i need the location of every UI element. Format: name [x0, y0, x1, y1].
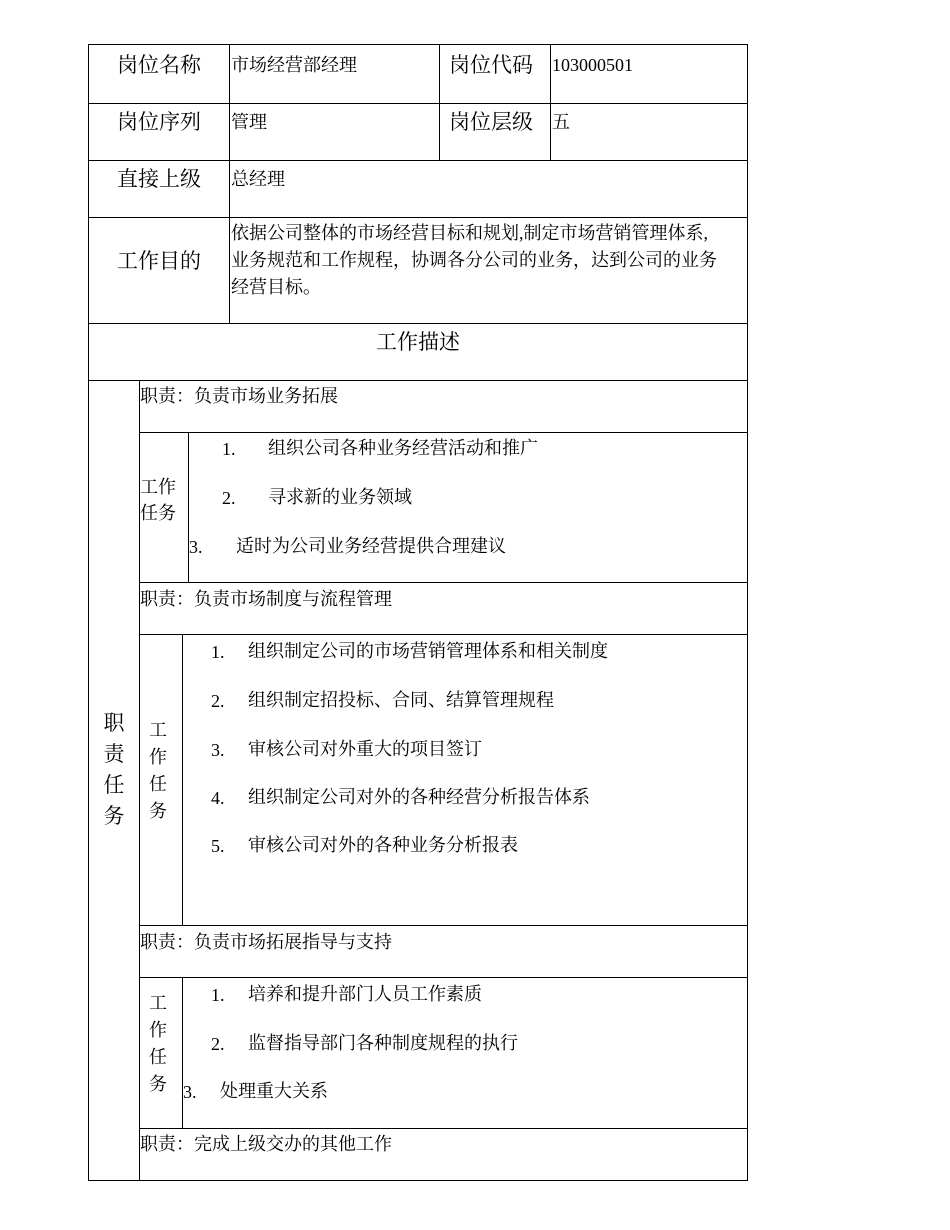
duty-title: 职责：负责市场制度与流程管理 [140, 589, 392, 609]
task-number: 5. [211, 836, 225, 856]
task-number: 1. [211, 642, 225, 662]
superior-value: 总经理 [231, 169, 285, 189]
task-number: 2. [211, 691, 225, 711]
task-text: 寻求新的业务领域 [268, 487, 412, 507]
task-label [143, 990, 173, 1098]
task-label-char: 作 [149, 747, 167, 767]
task-number: 4. [211, 788, 225, 808]
task-label-char: 工 [149, 720, 167, 740]
task-text: 组织制定公司的市场营销管理体系和相关制度 [248, 641, 608, 661]
task-label-char: 任 [149, 774, 167, 794]
post-series-value: 管理 [231, 112, 267, 132]
task-number: 3. [211, 740, 225, 760]
task-text: 监督指导部门各种制度规程的执行 [248, 1033, 518, 1053]
task-number: 1. [211, 985, 225, 1005]
purpose-line-1: 依据公司整体的市场经营目标和规划,制定市场营销管理体系, [231, 223, 708, 243]
purpose-label: 工作目的 [117, 249, 201, 273]
task-label-char: 工 [149, 993, 167, 1013]
task-number: 1. [222, 439, 236, 459]
purpose-line-2: 业务规范和工作规程，协调各分公司的业务，达到公司的业务 [231, 250, 717, 270]
side-label [99, 708, 129, 832]
post-level-value: 五 [552, 112, 570, 132]
task-text: 处理重大关系 [220, 1081, 328, 1101]
side-label-char: 职 [103, 711, 125, 735]
task-label-char: 任 [149, 1047, 167, 1067]
description-title: 工作描述 [376, 330, 460, 354]
task-label-char: 务 [149, 1074, 167, 1094]
task-text: 审核公司对外的各种业务分析报表 [248, 835, 518, 855]
task-label-char: 务 [149, 801, 167, 821]
task-number: 2. [211, 1034, 225, 1054]
duty-title: 职责：完成上级交办的其他工作 [140, 1134, 392, 1154]
task-text: 组织公司各种业务经营活动和推广 [268, 438, 538, 458]
superior-label: 直接上级 [117, 167, 201, 191]
post-code-label: 岗位代码 [449, 53, 533, 77]
post-name-label: 岗位名称 [117, 53, 201, 77]
task-text: 组织制定公司对外的各种经营分析报告体系 [248, 787, 590, 807]
task-label-line: 工作 [140, 477, 176, 497]
duty-title: 职责：负责市场业务拓展 [140, 386, 338, 406]
task-number: 3. [189, 537, 203, 557]
post-series-label: 岗位序列 [117, 110, 201, 134]
task-number: 2. [222, 488, 236, 508]
task-label-char: 作 [149, 1020, 167, 1040]
task-number: 3. [183, 1082, 197, 1102]
side-label-char: 务 [103, 804, 125, 828]
side-label-char: 任 [103, 773, 125, 797]
purpose-line-3: 经营目标。 [231, 277, 321, 297]
duty-title: 职责：负责市场拓展指导与支持 [140, 932, 392, 952]
task-label-line: 任务 [140, 503, 176, 523]
task-text: 组织制定招投标、合同、结算管理规程 [248, 690, 554, 710]
task-label [140, 474, 176, 526]
post-code-value: 103000501 [552, 55, 633, 75]
task-text: 适时为公司业务经营提供合理建议 [236, 536, 506, 556]
task-text: 审核公司对外重大的项目签订 [248, 739, 482, 759]
post-name-value: 市场经营部经理 [231, 55, 357, 75]
post-level-label: 岗位层级 [449, 110, 533, 134]
task-text: 培养和提升部门人员工作素质 [248, 984, 482, 1004]
side-label-char: 责 [103, 742, 125, 766]
task-label [143, 717, 173, 825]
